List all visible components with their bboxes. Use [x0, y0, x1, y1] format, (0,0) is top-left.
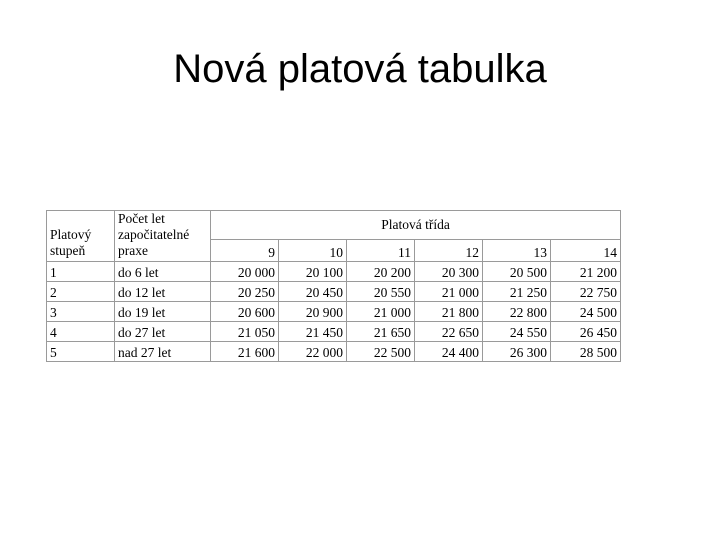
salary-cell: 22 750	[551, 282, 621, 302]
slide-title: Nová platová tabulka	[173, 47, 547, 91]
years-cell: do 12 let	[115, 282, 211, 302]
salary-table-container	[46, 210, 620, 362]
salary-cell: 20 500	[483, 262, 551, 282]
salary-cell: 21 650	[347, 322, 415, 342]
salary-cell: 22 650	[415, 322, 483, 342]
salary-cell: 22 000	[279, 342, 347, 362]
degree-cell: 1	[47, 262, 115, 282]
salary-cell: 21 200	[551, 262, 621, 282]
table-row	[47, 322, 621, 342]
grade-header-cell: 12	[415, 239, 483, 261]
years-cell: do 27 let	[115, 322, 211, 342]
salary-cell: 22 500	[347, 342, 415, 362]
years-cell: do 6 let	[115, 262, 211, 282]
header-years-line-2: započitatelné	[118, 227, 190, 242]
table-row	[47, 262, 621, 282]
salary-cell: 21 600	[211, 342, 279, 362]
header-degree-line-2: stupeň	[50, 243, 86, 258]
salary-cell: 20 450	[279, 282, 347, 302]
header-years-line-3: praxe	[118, 243, 148, 258]
salary-cell: 21 000	[347, 302, 415, 322]
salary-cell: 21 000	[415, 282, 483, 302]
salary-cell: 20 200	[347, 262, 415, 282]
grade-header-cell: 11	[347, 239, 415, 261]
grade-header-cell: 14	[551, 239, 621, 261]
salary-cell: 22 800	[483, 302, 551, 322]
salary-cell: 21 250	[483, 282, 551, 302]
header-cell-years	[115, 211, 211, 262]
salary-cell: 20 100	[279, 262, 347, 282]
header-cell-grade: Platová třída	[211, 211, 621, 240]
salary-cell: 28 500	[551, 342, 621, 362]
years-cell: do 19 let	[115, 302, 211, 322]
salary-cell: 20 250	[211, 282, 279, 302]
salary-cell: 21 450	[279, 322, 347, 342]
header-row-top	[47, 211, 621, 240]
header-degree-line-1: Platový	[50, 227, 92, 242]
salary-cell: 20 900	[279, 302, 347, 322]
degree-cell: 4	[47, 322, 115, 342]
header-years-line-1: Počet let	[118, 211, 165, 226]
table-row	[47, 282, 621, 302]
years-cell: nad 27 let	[115, 342, 211, 362]
salary-cell: 26 450	[551, 322, 621, 342]
salary-cell: 20 600	[211, 302, 279, 322]
degree-cell: 3	[47, 302, 115, 322]
grade-header-cell: 10	[279, 239, 347, 261]
grade-header-cell: 13	[483, 239, 551, 261]
salary-cell: 24 400	[415, 342, 483, 362]
salary-table	[46, 210, 621, 362]
salary-cell: 24 500	[551, 302, 621, 322]
header-cell-degree	[47, 211, 115, 262]
table-row	[47, 342, 621, 362]
salary-cell: 24 550	[483, 322, 551, 342]
salary-cell: 20 000	[211, 262, 279, 282]
salary-cell: 20 550	[347, 282, 415, 302]
salary-cell: 26 300	[483, 342, 551, 362]
grade-header-cell: 9	[211, 239, 279, 261]
degree-cell: 2	[47, 282, 115, 302]
salary-cell: 21 800	[415, 302, 483, 322]
salary-cell: 20 300	[415, 262, 483, 282]
table-row	[47, 302, 621, 322]
salary-cell: 21 050	[211, 322, 279, 342]
degree-cell: 5	[47, 342, 115, 362]
